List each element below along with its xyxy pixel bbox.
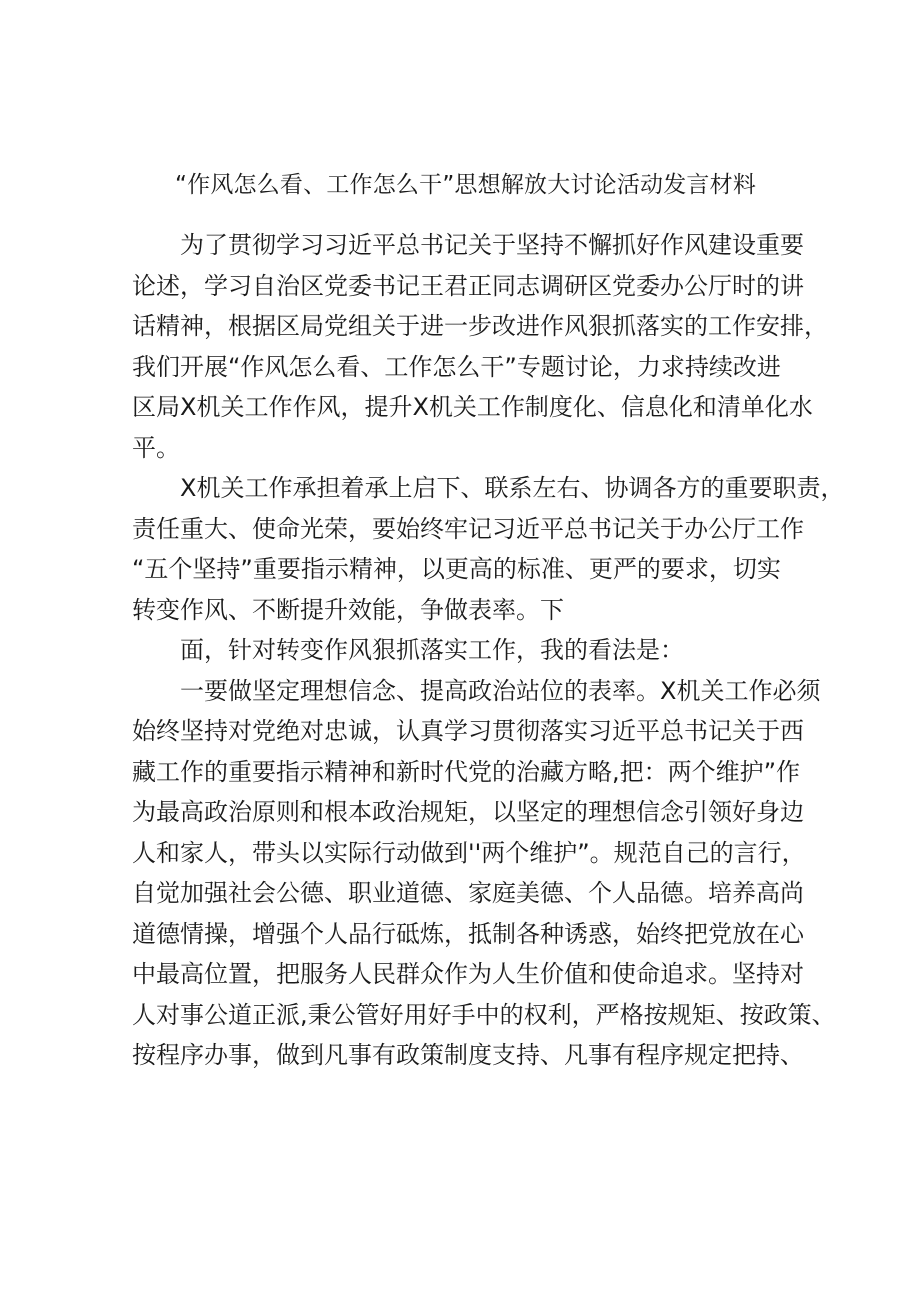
paragraph-line: 始终坚持对党绝对忠诚，认真学习贯彻落实习近平总书记关于西 <box>132 717 804 745</box>
paragraph-line: 自觉加强社会公德、职业道德、家庭美德、个人品德。培养高尚 <box>132 879 804 907</box>
document-title: “作风怎么看、工作怎么干”思想解放大讨论活动发言材料 <box>175 172 757 198</box>
paragraph-line: 人和家人，带头以实际行动做到''两个维护”。规范自己的言行， <box>132 838 806 867</box>
paragraph-line: 中最高位置，把服务人民群众作为人生价值和使命追求。坚持对 <box>132 960 804 988</box>
paragraph-line: 责任重大、使命光荣，要始终牢记习近平总书记关于办公厅工作 <box>132 514 804 543</box>
paragraph-line: 区局X机关工作作风，提升X机关工作制度化、信息化和清单化水 <box>132 393 813 421</box>
paragraph-line: 论述，学习自治区党委书记王君正同志调研区党委办公厅时的讲 <box>132 271 804 300</box>
paragraph-line: 一要做坚定理想信念、提高政治站位的表率。X机关工作必须 <box>180 676 821 705</box>
paragraph-line: 为最高政治原则和根本政治规矩，以坚定的理想信念引领好身边 <box>132 798 804 826</box>
paragraph-line: 为了贯彻学习习近平总书记关于坚持不懈抓好作风建设重要 <box>180 231 804 259</box>
paragraph-line: 平。 <box>132 433 180 462</box>
paragraph-line: 我们开展“作风怎么看、工作怎么干”专题讨论，力求持续改进 <box>132 352 781 381</box>
paragraph-line: 按程序办事，做到凡事有政策制度支持、凡事有程序规定把持、 <box>132 1041 804 1069</box>
paragraph-line: 人对事公道正派,秉公管好用好手中的权利，严格按规矩、按政策、 <box>132 1000 836 1029</box>
paragraph-line: X机关工作承担着承上启下、联系左右、协调各方的重要职责， <box>180 474 845 502</box>
paragraph-line: 话精神，根据区局党组关于进一步改进作风狠抓落实的工作安排， <box>132 312 828 340</box>
document-body <box>132 225 845 1076</box>
paragraph-line: 藏工作的重要指示精神和新时代党的治藏方略,把：两个维护”作 <box>132 757 801 786</box>
paragraph-line: “五个坚持”重要指示精神，以更高的标准、更严的要求，切实 <box>132 555 781 583</box>
paragraph-line: 面，针对转变作风狠抓落实工作，我的看法是： <box>180 636 684 664</box>
paragraph-line: 转变作风、不断提升效能，争做表率。下 <box>132 595 564 624</box>
paragraph-line: 道德情操，增强个人品行砥炼，抵制各种诱惑，始终把党放在心 <box>132 919 804 948</box>
